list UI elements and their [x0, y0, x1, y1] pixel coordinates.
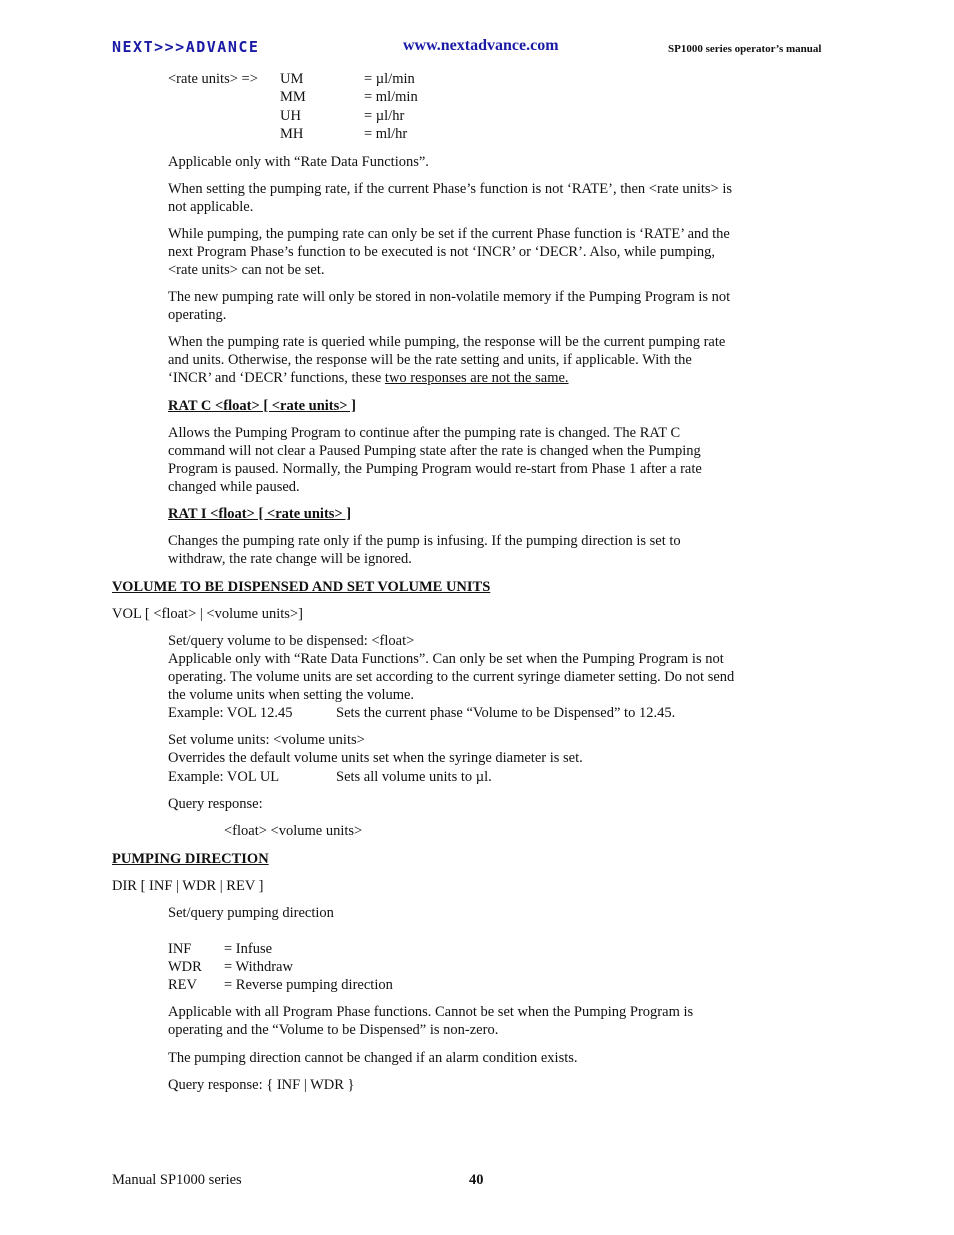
volume-syntax: VOL [ <float> | <volume units>] — [112, 606, 303, 622]
volume-example-2-text: Sets all volume units to µl. — [336, 769, 492, 785]
direction-option-code: INF — [168, 941, 192, 957]
footer-manual-name: Manual SP1000 series — [112, 1172, 242, 1188]
direction-query-response: Query response: { INF | WDR } — [168, 1077, 355, 1093]
volume-example-1-text: Sets the current phase “Volume to be Dispensed” to 12.45. — [336, 705, 676, 721]
rate-unit-value: = ml/min — [364, 89, 418, 105]
paragraph-volume-set: Set/query volume to be dispensed: <float> Applicable only with “Rate Data Functions”. Can only be set when the Pumping Program is not operating. The volume units are set according to the current syringe diameter setting. Do not send the volume units when setting the volume. — [168, 633, 735, 703]
rate-unit-value: = µl/min — [364, 71, 415, 87]
rat-c-heading: RAT C <float> [ <rate units> ] — [168, 398, 356, 414]
direction-option-code: REV — [168, 977, 197, 993]
rate-units-label: <rate units> => — [168, 71, 258, 87]
rate-unit-value: = µl/hr — [364, 108, 405, 124]
page-number: 40 — [469, 1172, 484, 1188]
rate-unit-value: = ml/hr — [364, 126, 408, 142]
paragraph-rate-data-functions: Applicable only with “Rate Data Functions”. — [168, 154, 429, 170]
direction-option-code: WDR — [168, 959, 202, 975]
direction-section-heading: PUMPING DIRECTION — [112, 851, 269, 867]
direction-option-desc: = Infuse — [224, 941, 273, 957]
paragraph-rat-i: Changes the pumping rate only if the pump is infusing. If the pumping direction is set to withdraw, the rate change will be ignored. — [168, 533, 681, 567]
rate-unit-code: UM — [280, 71, 304, 87]
direction-syntax: DIR [ INF | WDR | REV ] — [112, 878, 264, 894]
paragraph-rate-units-applicability: When setting the pumping rate, if the current Phase’s function is not ‘RATE’, then <rate units> is not applicable. — [168, 181, 733, 215]
direction-option-desc: = Reverse pumping direction — [224, 977, 393, 993]
paragraph-direction-alarm: The pumping direction cannot be changed if an alarm condition exists. — [168, 1050, 578, 1066]
direction-intro: Set/query pumping direction — [168, 905, 334, 921]
brand-logo: NEXT>>>ADVANCE — [112, 38, 260, 56]
volume-section-heading: VOLUME TO BE DISPENSED AND SET VOLUME UNITS — [112, 579, 491, 595]
volume-query-value: <float> <volume units> — [224, 823, 363, 839]
volume-query-label: Query response: — [168, 796, 263, 812]
volume-example-2-label: Example: VOL UL — [168, 769, 280, 785]
direction-option-desc: = Withdraw — [224, 959, 293, 975]
rate-unit-code: MH — [280, 126, 304, 142]
paragraph-while-pumping: While pumping, the pumping rate can only be set if the current Phase function is ‘RATE’ and the next Program Phase’s function to be executed is not ‘INCR’ or ‘DECR’. Also, while pumping, <rate units> can not be set. — [168, 226, 730, 278]
rate-unit-code: UH — [280, 108, 301, 124]
website-link[interactable]: www.nextadvance.com — [403, 37, 559, 54]
paragraph-non-volatile: The new pumping rate will only be stored in non-volatile memory if the Pumping Program is not operating. — [168, 289, 731, 323]
underlined-note: two responses are not the same. — [384, 370, 569, 386]
manual-title: SP1000 series operator’s manual — [668, 43, 822, 55]
paragraph-volume-units: Set volume units: <volume units> Overrides the default volume units set when the syringe diameter is set. — [168, 732, 583, 766]
rat-i-heading: RAT I <float> [ <rate units> ] — [168, 506, 352, 522]
paragraph-rat-c: Allows the Pumping Program to continue after the pumping rate is changed. The RAT C command will not clear a Paused Pumping state after the rate is changed when the Pumping Program is paused. Normally, the Pumping Program would re-start from Phase 1 after a rate changed while paused. — [168, 425, 702, 495]
paragraph-rate-query: When the pumping rate is queried while pumping, the response will be the current pumping rate and units. Otherwise, the response will be the rate setting and units, if applicable. With the ‘INCR’ and ‘DECR’ functions, these two responses are not the same. — [168, 334, 726, 386]
rate-unit-code: MM — [280, 89, 306, 105]
paragraph-direction-applicable: Applicable with all Program Phase functions. Cannot be set when the Pumping Program is operating and the “Volume to be Dispensed” is non-zero. — [168, 1004, 694, 1038]
volume-example-1-label: Example: VOL 12.45 — [168, 705, 293, 721]
